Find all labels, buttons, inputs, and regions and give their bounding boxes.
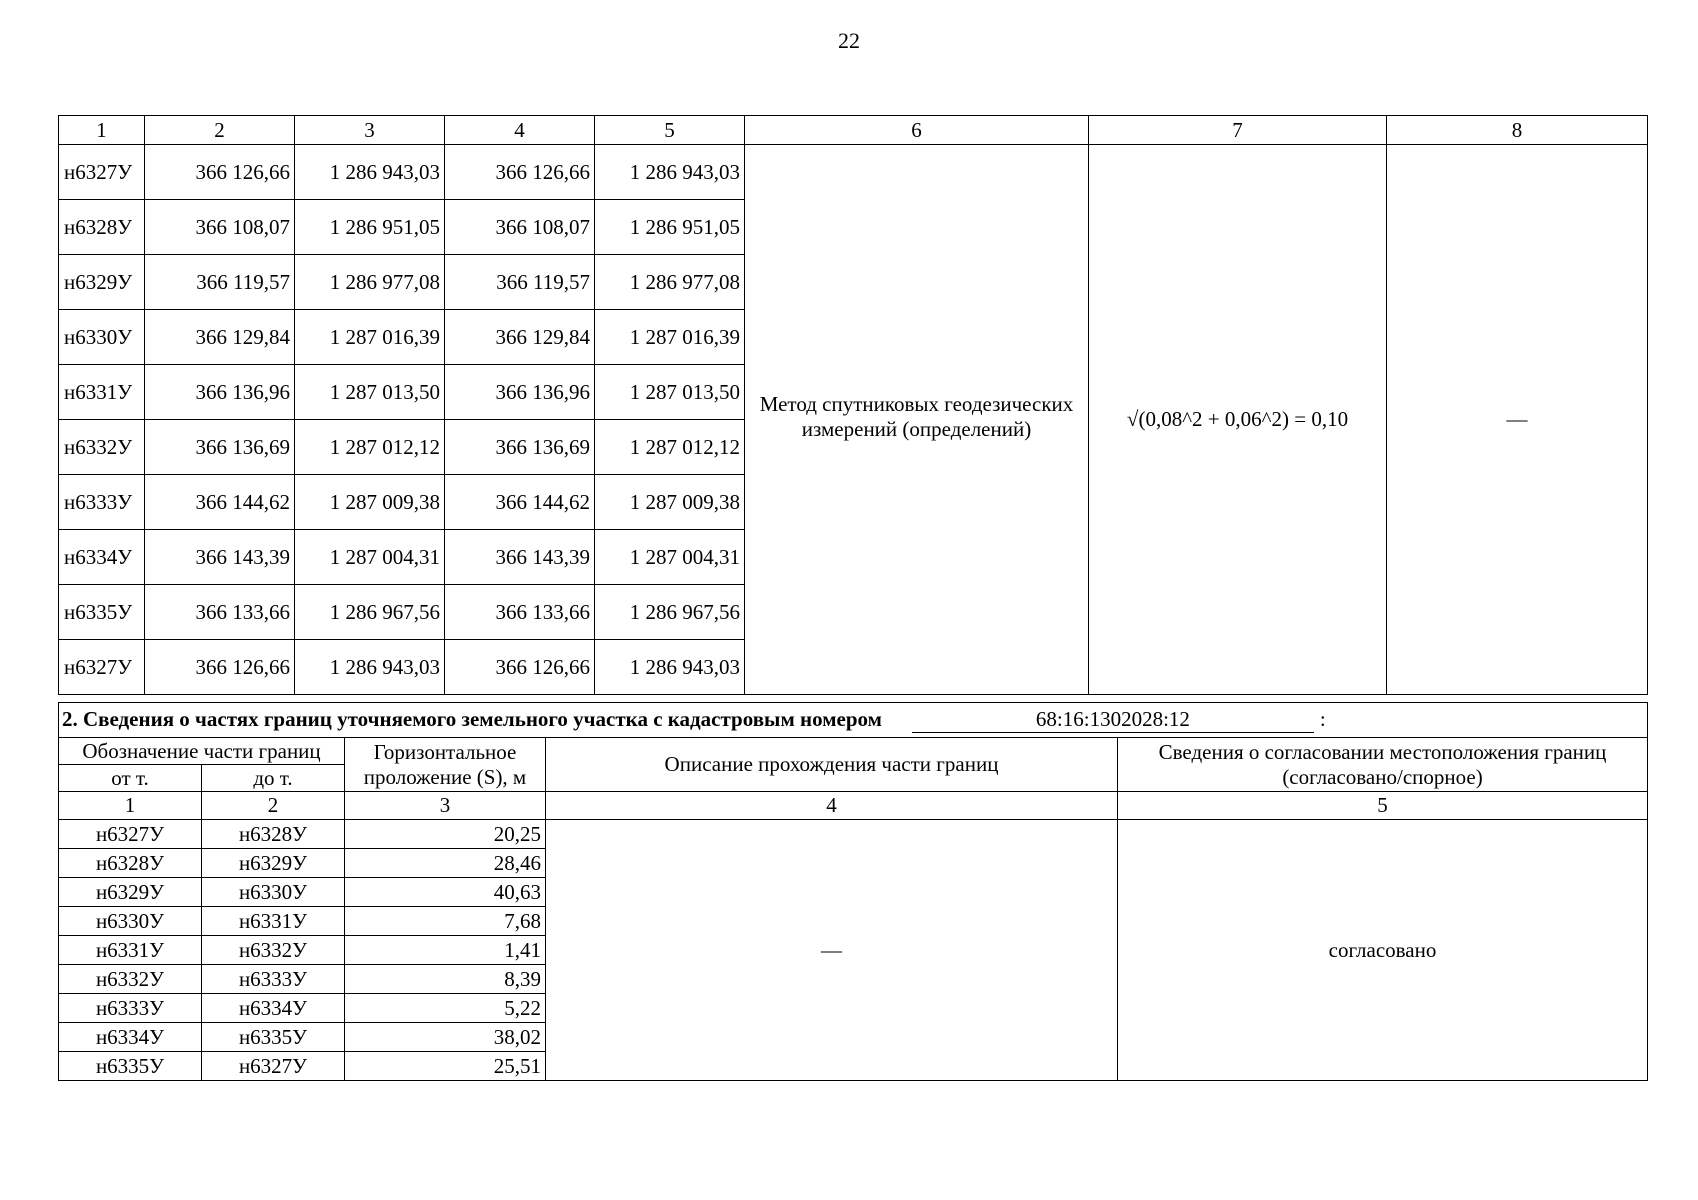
col8-cell: —: [1387, 145, 1648, 695]
accuracy-cell: √(0,08^2 + 0,06^2) = 0,10: [1089, 145, 1387, 695]
coordinate: 366 133,66: [445, 585, 595, 640]
to-point: н6334У: [202, 994, 345, 1023]
col-number: 4: [546, 792, 1118, 820]
point-id: н6335У: [59, 585, 145, 640]
coordinate: 1 287 009,38: [595, 475, 745, 530]
coordinate: 366 133,66: [145, 585, 295, 640]
agreement-header-line2: (согласовано/спорное): [1282, 764, 1483, 789]
horizontal-distance: 38,02: [345, 1023, 546, 1052]
agreement-header: [1118, 738, 1648, 792]
point-id: н6327У: [59, 145, 145, 200]
coordinate: 366 143,39: [145, 530, 295, 585]
to-point: н6330У: [202, 878, 345, 907]
horizontal-distance: 8,39: [345, 965, 546, 994]
coordinate: 1 286 943,03: [295, 640, 445, 695]
col-header: 1: [59, 116, 145, 145]
coordinate: 1 287 012,12: [295, 420, 445, 475]
point-id: н6327У: [59, 640, 145, 695]
coordinate: 366 144,62: [145, 475, 295, 530]
coordinate: 366 129,84: [145, 310, 295, 365]
coordinate: 366 108,07: [445, 200, 595, 255]
page-number: 22: [838, 28, 860, 53]
horizontal-header: [345, 738, 546, 792]
to-point: н6328У: [202, 820, 345, 849]
horizontal-header-line2: проложение (S), м: [363, 764, 527, 789]
coordinate: 1 287 012,12: [595, 420, 745, 475]
coordinate: 366 126,66: [145, 145, 295, 200]
to-point: н6327У: [202, 1052, 345, 1081]
to-point: н6333У: [202, 965, 345, 994]
col-header: 3: [295, 116, 445, 145]
from-point: н6335У: [59, 1052, 202, 1081]
coordinate: 1 286 943,03: [295, 145, 445, 200]
coordinate: 1 286 943,03: [595, 145, 745, 200]
to-point: н6335У: [202, 1023, 345, 1052]
from-point: н6329У: [59, 878, 202, 907]
col-header: 4: [445, 116, 595, 145]
coordinate: 1 287 004,31: [595, 530, 745, 585]
coordinate: 366 129,84: [445, 310, 595, 365]
horizontal-distance: 20,25: [345, 820, 546, 849]
point-id: н6332У: [59, 420, 145, 475]
horizontal-distance: 7,68: [345, 907, 546, 936]
coordinate: 366 143,39: [445, 530, 595, 585]
method-cell: [745, 145, 1089, 695]
column-number-row: [59, 792, 1648, 820]
coordinate: 1 287 013,50: [295, 365, 445, 420]
table-row: [59, 820, 1648, 849]
from-point: н6331У: [59, 936, 202, 965]
coordinate: 1 287 009,38: [295, 475, 445, 530]
coordinate: 1 287 016,39: [595, 310, 745, 365]
point-id: н6328У: [59, 200, 145, 255]
from-point: н6332У: [59, 965, 202, 994]
table-row: [59, 145, 1648, 200]
coordinate: 1 286 967,56: [295, 585, 445, 640]
to-header: до т.: [202, 765, 345, 792]
agreement-cell: согласовано: [1118, 820, 1648, 1081]
description-cell: —: [546, 820, 1118, 1081]
cadastral-number: 68:16:1302028:12: [912, 707, 1314, 732]
coordinate: 366 126,66: [445, 640, 595, 695]
coordinate: 366 144,62: [445, 475, 595, 530]
to-point: н6331У: [202, 907, 345, 936]
coordinate: 1 286 977,08: [295, 255, 445, 310]
point-id: н6330У: [59, 310, 145, 365]
horizontal-distance: 28,46: [345, 849, 546, 878]
title-colon: :: [1319, 707, 1326, 732]
col-number: 5: [1118, 792, 1648, 820]
coordinate: 1 286 951,05: [595, 200, 745, 255]
horizontal-distance: 25,51: [345, 1052, 546, 1081]
coordinate: 1 287 004,31: [295, 530, 445, 585]
col-header: 6: [745, 116, 1089, 145]
coordinate: 366 136,69: [445, 420, 595, 475]
coordinates-table: [58, 115, 1648, 695]
boundary-parts-table: [58, 702, 1648, 1081]
col-number: 1: [59, 792, 202, 820]
col-number: 2: [202, 792, 345, 820]
coordinate: 366 126,66: [145, 640, 295, 695]
coordinate: 1 287 013,50: [595, 365, 745, 420]
coordinate: 366 126,66: [445, 145, 595, 200]
coordinate: 366 119,57: [445, 255, 595, 310]
col-header: 7: [1089, 116, 1387, 145]
coordinate: 1 286 977,08: [595, 255, 745, 310]
description-header: Описание прохождения части границ: [546, 738, 1118, 792]
coordinate: 366 108,07: [145, 200, 295, 255]
coordinate: 1 287 016,39: [295, 310, 445, 365]
col-header: 2: [145, 116, 295, 145]
point-id: н6331У: [59, 365, 145, 420]
coordinate: 366 136,96: [145, 365, 295, 420]
from-point: н6330У: [59, 907, 202, 936]
agreement-header-line1: Сведения о согласовании местоположения границ: [1158, 740, 1607, 765]
horizontal-distance: 1,41: [345, 936, 546, 965]
designation-header: Обозначение части границ: [59, 738, 345, 765]
coordinate: 1 286 951,05: [295, 200, 445, 255]
col-number: 3: [345, 792, 546, 820]
method-line2: измерений (определений): [801, 416, 1032, 441]
col-header: 8: [1387, 116, 1648, 145]
horizontal-distance: 5,22: [345, 994, 546, 1023]
to-point: н6332У: [202, 936, 345, 965]
from-point: н6334У: [59, 1023, 202, 1052]
point-id: н6329У: [59, 255, 145, 310]
point-id: н6333У: [59, 475, 145, 530]
point-id: н6334У: [59, 530, 145, 585]
horizontal-distance: 40,63: [345, 878, 546, 907]
coordinates-header-row: [59, 116, 1648, 145]
from-header: от т.: [59, 765, 202, 792]
coordinate: 1 286 943,03: [595, 640, 745, 695]
col-header: 5: [595, 116, 745, 145]
to-point: н6329У: [202, 849, 345, 878]
coordinate: 366 119,57: [145, 255, 295, 310]
coordinate: 366 136,69: [145, 420, 295, 475]
horizontal-header-line1: Горизонтальное: [373, 740, 517, 765]
coordinate: 1 286 967,56: [595, 585, 745, 640]
section-title: 2. Сведения о частях границ уточняемого земельного участка с кадастровым номером: [62, 707, 882, 732]
from-point: н6328У: [59, 849, 202, 878]
coordinate: 366 136,96: [445, 365, 595, 420]
method-line1: Метод спутниковых геодезических: [759, 392, 1074, 417]
from-point: н6333У: [59, 994, 202, 1023]
from-point: н6327У: [59, 820, 202, 849]
section-title-row: [59, 703, 1648, 738]
